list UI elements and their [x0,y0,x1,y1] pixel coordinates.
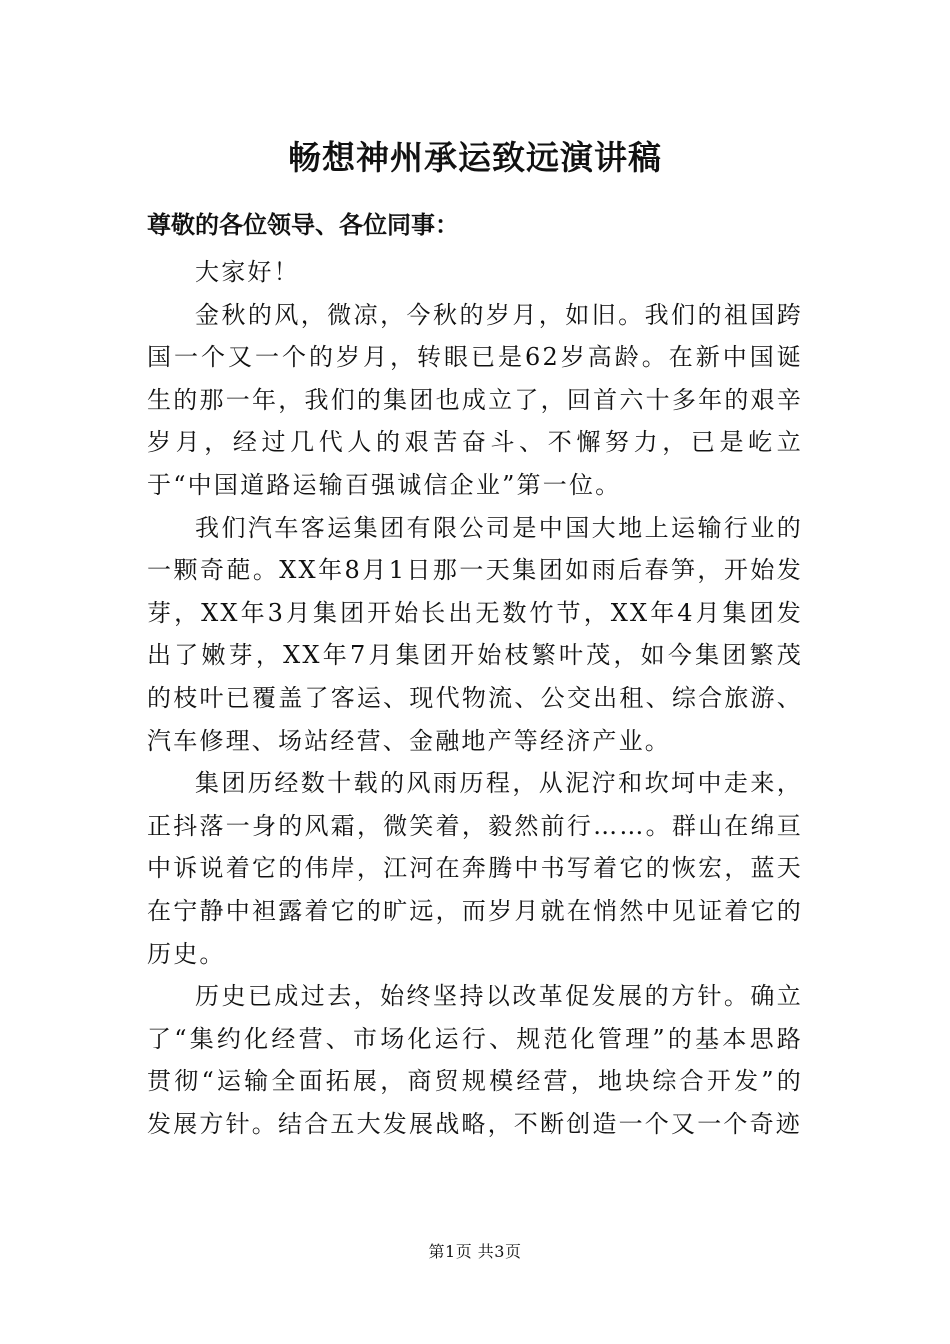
document-title: 畅想神州承运致远演讲稿 [288,138,662,177]
body-paragraph: 我们汽车客运集团有限公司是中国大地上运输行业的一颗奇葩。XX年8月1日那一天集团如雨后春笋，开始发芽，XX年3月集团开始长出无数竹节，XX年4月集团发出了嫩芽，XX年7月集团开始枝繁叶茂，如今集团繁茂的枝叶已覆盖了客运、现代物流、公交出租、综合旅游、汽车修理、场站经营、金融地产等经济产业。 [147,513,803,755]
body-paragraph: 集团历经数十载的风雨历程，从泥泞和坎坷中走来，正抖落一身的风霜，微笑着，毅然前行……。群山在绵亘中诉说着它的伟岸，江河在奔腾中书写着它的恢宏，蓝天在宁静中袒露着它的旷远，而岁月就在悄然中见证着它的历史。 [147,769,803,968]
greeting-paragraph: 大家好！ [195,258,300,286]
document-body [147,251,803,1145]
page-number-footer: 第1页 共3页 [428,1242,522,1261]
body-paragraph: 金秋的风，微凉，今秋的岁月，如旧。我们的祖国跨国一个又一个的岁月，转眼已是62岁高龄。在新中国诞生的那一年，我们的集团也成立了，回首六十多年的艰辛岁月，经过几代人的艰苦奋斗、不懈努力，已是屹立于“中国道路运输百强诚信企业”第一位。 [147,300,803,499]
body-paragraph: 历史已成过去，始终坚持以改革促发展的方针。确立了“集约化经营、市场化运行、规范化管理”的基本思路贯彻“运输全面拓展，商贸规模经营，地块综合开发”的发展方针。结合五大发展战略，不断创造一个又一个奇迹 [147,982,803,1138]
salutation: 尊敬的各位领导、各位同事： [147,210,459,239]
